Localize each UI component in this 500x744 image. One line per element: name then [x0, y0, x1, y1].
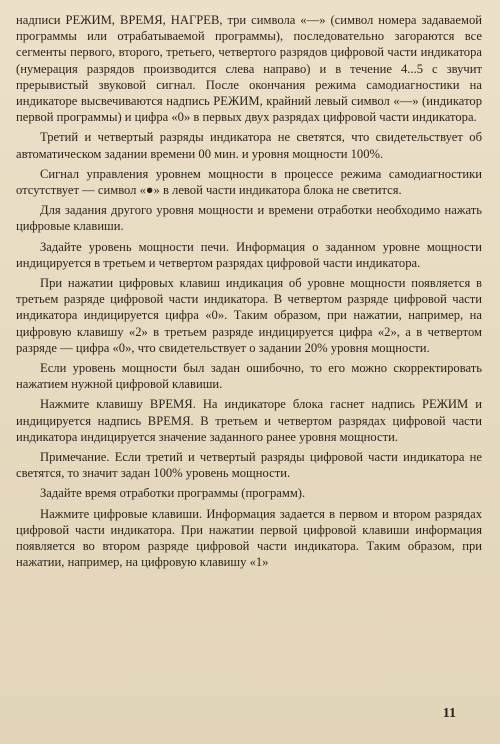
paragraph: Нажмите клавишу ВРЕМЯ. На индикаторе блока гаснет надпись РЕЖИМ и индицируется надпись ВРЕМЯ. В третьем и четвертом разрядах цифровой части индикатора индицируется значение заданного ранее уровня мощности. [16, 397, 482, 444]
note-paragraph: Примечание. Если третий и четвертый разряды цифровой части индикатора не светятся, то значит задан 100% уровень мощности. [16, 450, 482, 481]
paragraph: Нажмите цифровые клавиши. Информация задается в первом и втором разрядах цифровой части индикатора. При нажатии первой цифровой клавиши информация появляется во втором разряде цифровой части индикатора. Таким образом, при нажатии, например, на цифровую клавишу «1» [16, 506, 482, 570]
paragraph: Задайте уровень мощности печи. Информация о заданном уровне мощности индицируется в третьем и четвертом разрядах цифровой части индикатора. [16, 239, 482, 270]
paragraph: При нажатии цифровых клавиш индикация об уровне мощности появляется в третьем разряде цифровой части индикатора. В четвертом разряде цифровой части индикатора индицируется цифра «0». Таким образом, при нажатии, например, на цифровую клавишу «2» в третьем разряде индицируется цифра «2», а в четвертом разряде — цифра «0», что свидетельствует о задании 20% уровня мощности. [16, 276, 482, 355]
paragraph: Задайте время отработки программы (программ). [40, 486, 306, 501]
paragraph: Сигнал управления уровнем мощности в процессе режима самодиагностики отсутствует — символ «●» в левой части индикатора блока не светится. [16, 166, 482, 198]
paragraph: Для задания другого уровня мощности и времени отработки необходимо нажать цифровые клавиши. [16, 203, 482, 234]
paragraph: Третий и четвертый разряды индикатора не светятся, что свидетельствует об автоматическом задании времени 00 мин. и уровня мощности 100%. [16, 130, 482, 161]
paragraph-continuation: надписи РЕЖИМ, ВРЕМЯ, НАГРЕВ, три символа «—» (символ номера задаваемой программы или отрабатываемой программы), последовательно загораются все сегменты первого, второго, третьего, четвертого разрядов цифровой части индикатора (нумерация разрядов производится слева направо) и в течение 4...5 с звучит прерывистый звуковой сигнал. После окончания режима самодиагностики на индикаторе высвечиваются надпись РЕЖИМ, крайний левый символ «—» (индикатор первой программы) и цифра «0» в первых двух разрядах цифровой части индикатора. [16, 13, 482, 125]
paragraph: Если уровень мощности был задан ошибочно, то его можно скорректировать нажатием нужной цифровой клавиши. [16, 361, 482, 392]
page-number: 11 [442, 705, 456, 721]
